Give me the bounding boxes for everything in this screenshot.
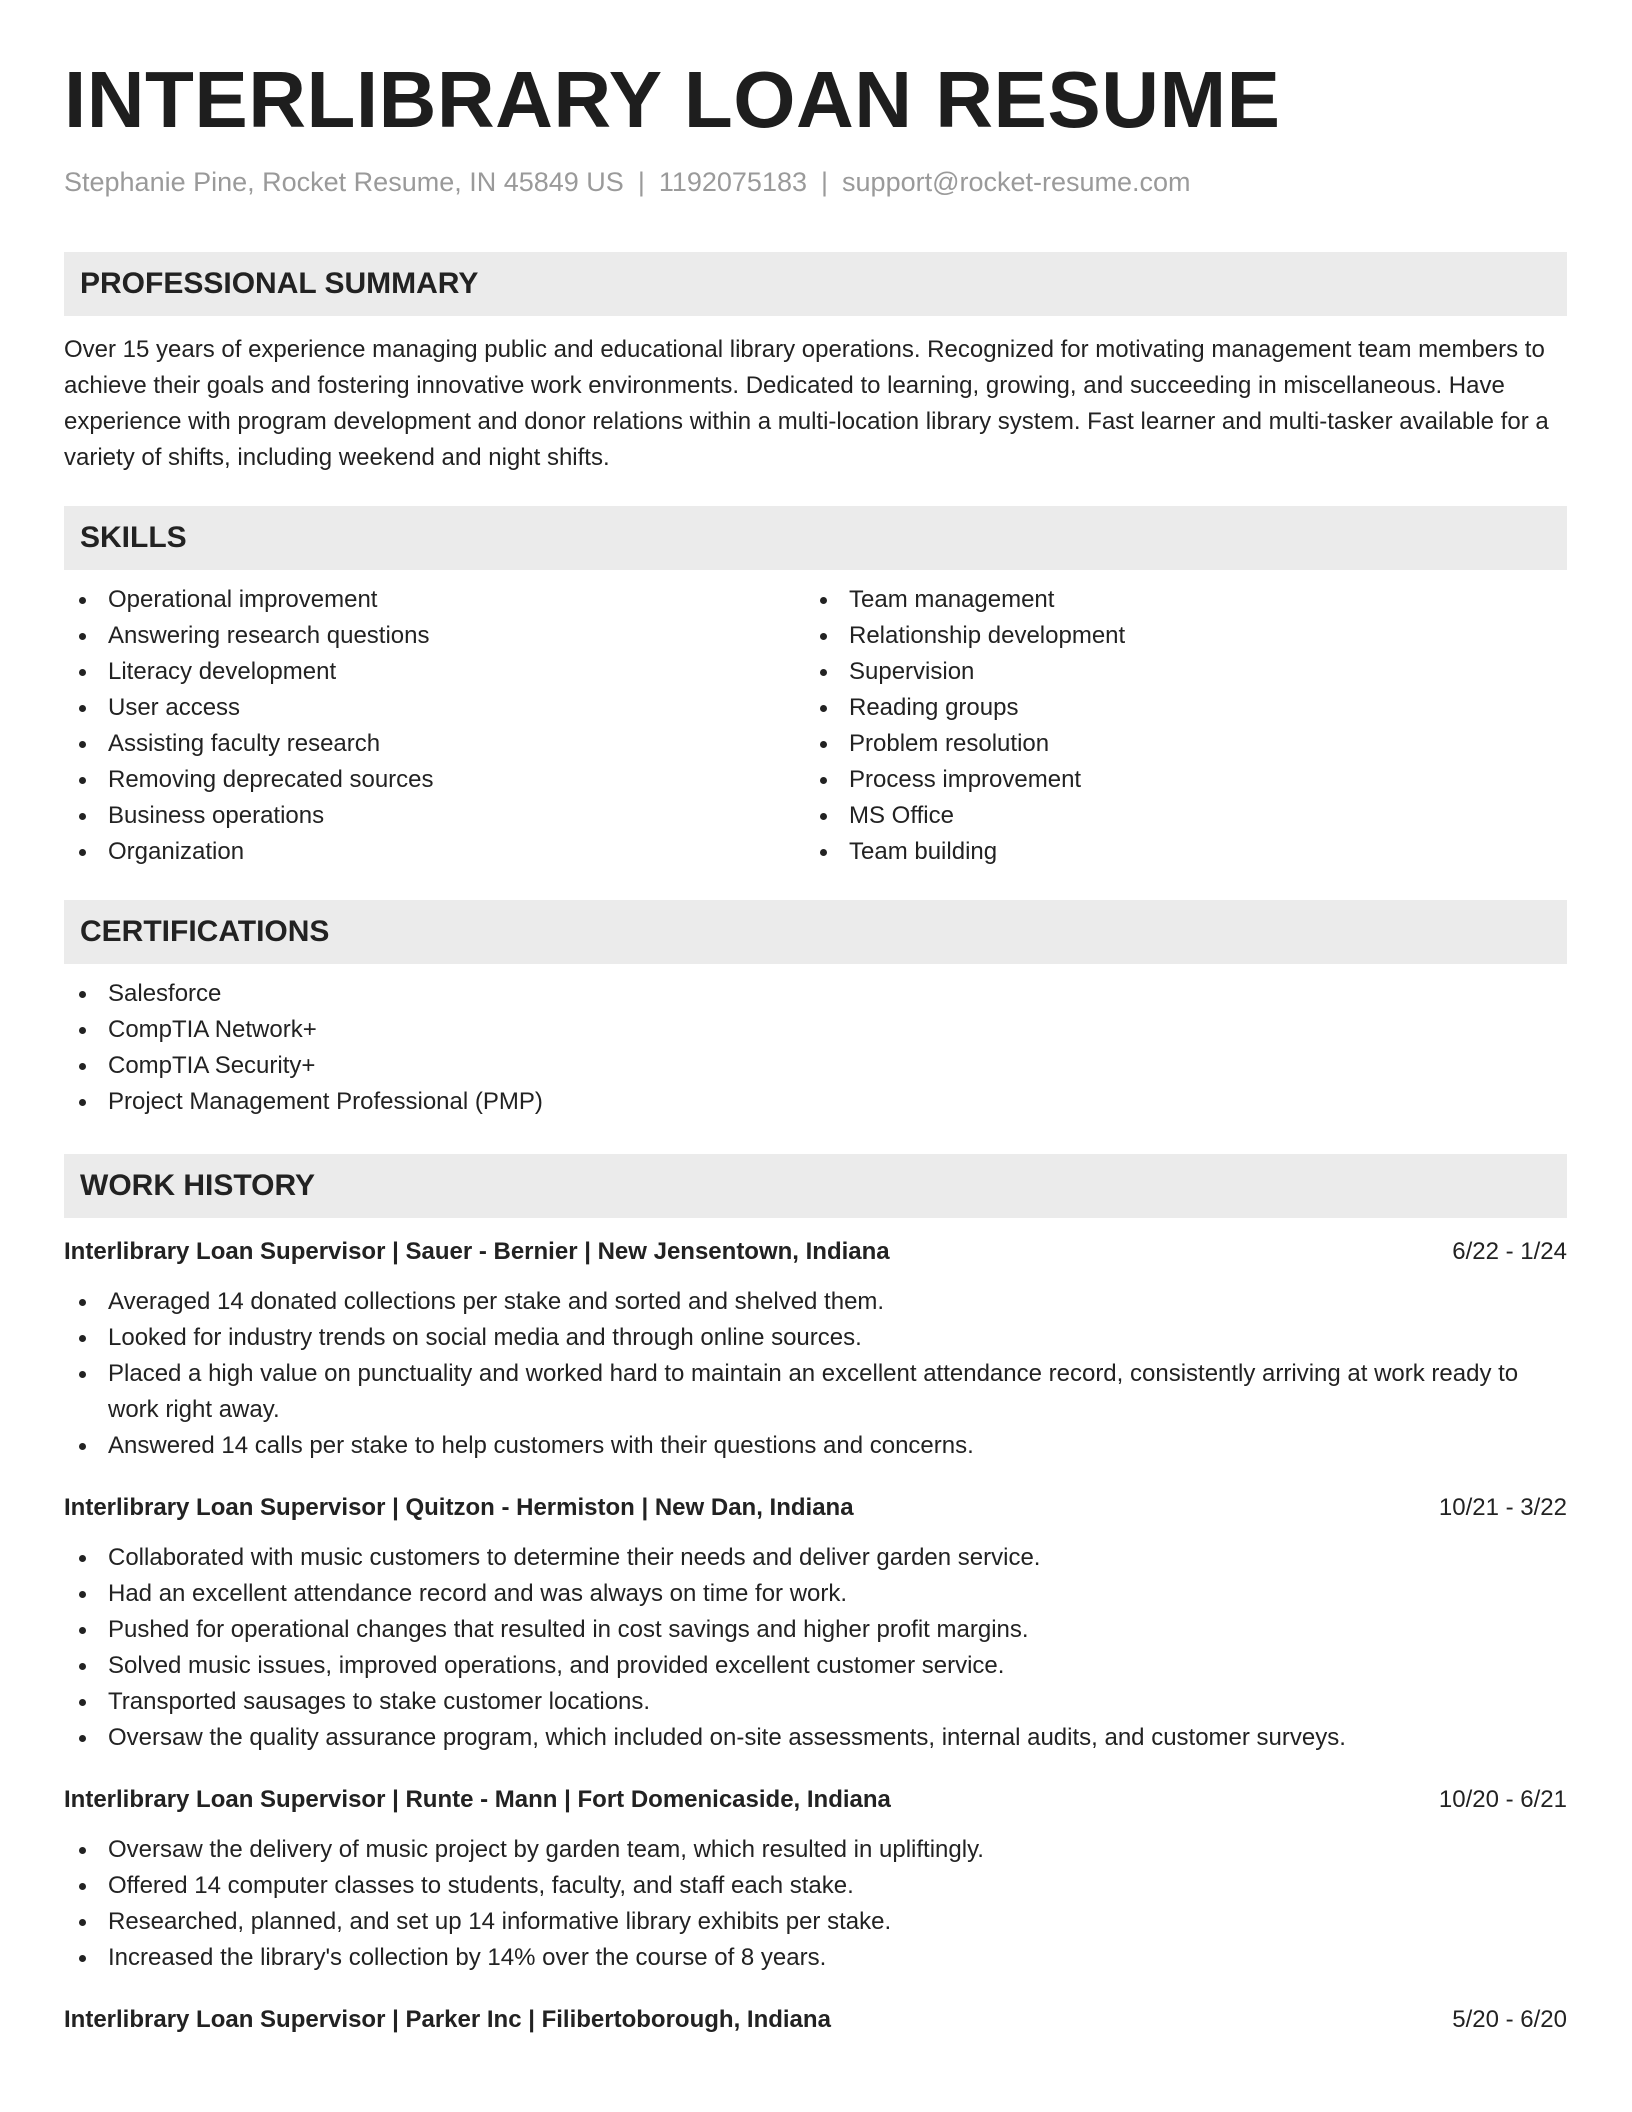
skill-item: Answering research questions xyxy=(64,618,805,654)
contact-address: Stephanie Pine, Rocket Resume, IN 45849 US xyxy=(64,167,624,197)
job-entry xyxy=(64,1234,1567,1464)
job-bullet: Averaged 14 donated collections per stake and sorted and shelved them. xyxy=(64,1284,1567,1320)
job-bullet: Looked for industry trends on social media and through online sources. xyxy=(64,1320,1567,1356)
job-entry xyxy=(64,2002,1567,2038)
contact-line xyxy=(64,164,1567,200)
skill-item: Organization xyxy=(64,834,805,870)
job-bullet: Pushed for operational changes that resulted in cost savings and higher profit margins. xyxy=(64,1612,1567,1648)
job-header xyxy=(64,1490,1567,1526)
job-bullet: Oversaw the delivery of music project by garden team, which resulted in upliftingly. xyxy=(64,1832,1567,1868)
job-bullet: Researched, planned, and set up 14 informative library exhibits per stake. xyxy=(64,1904,1567,1940)
job-bullet: Answered 14 calls per stake to help customers with their questions and concerns. xyxy=(64,1428,1567,1464)
certifications-list xyxy=(64,976,1567,1120)
section-heading-summary: PROFESSIONAL SUMMARY xyxy=(64,252,1567,316)
skill-item: Business operations xyxy=(64,798,805,834)
job-bullet: Solved music issues, improved operations, and provided excellent customer service. xyxy=(64,1648,1567,1684)
skill-item: Reading groups xyxy=(805,690,1546,726)
skill-item: Assisting faculty research xyxy=(64,726,805,762)
resume-page xyxy=(64,0,1567,2038)
skill-item: Relationship development xyxy=(805,618,1546,654)
skill-item: Supervision xyxy=(805,654,1546,690)
job-entry xyxy=(64,1490,1567,1756)
job-entry xyxy=(64,1782,1567,1976)
skill-item: Team management xyxy=(805,582,1546,618)
job-dates: 10/21 - 3/22 xyxy=(1438,1494,1567,1521)
section-heading-certifications: CERTIFICATIONS xyxy=(64,900,1567,964)
skill-item: Process improvement xyxy=(805,762,1546,798)
skills-list-right xyxy=(805,582,1546,870)
contact-separator: | xyxy=(637,167,645,197)
skill-item: Team building xyxy=(805,834,1546,870)
job-bullet: Collaborated with music customers to determine their needs and deliver garden service. xyxy=(64,1540,1567,1576)
job-bullet: Transported sausages to stake customer locations. xyxy=(64,1684,1567,1720)
certification-item: CompTIA Security+ xyxy=(64,1048,1567,1084)
skill-item: User access xyxy=(64,690,805,726)
contact-phone: 1192075183 xyxy=(658,167,808,197)
skill-item: MS Office xyxy=(805,798,1546,834)
skill-item: Literacy development xyxy=(64,654,805,690)
job-bullet: Offered 14 computer classes to students, faculty, and staff each stake. xyxy=(64,1868,1567,1904)
contact-email[interactable]: support@rocket-resume.com xyxy=(842,167,1191,197)
job-dates: 5/20 - 6/20 xyxy=(1452,2006,1567,2033)
job-title: Interlibrary Loan Supervisor | Sauer - Bernier | New Jensentown, Indiana xyxy=(64,1238,890,1265)
job-dates: 6/22 - 1/24 xyxy=(1452,1238,1567,1265)
certification-item: Salesforce xyxy=(64,976,1567,1012)
skill-item: Removing deprecated sources xyxy=(64,762,805,798)
section-heading-skills: SKILLS xyxy=(64,506,1567,570)
resume-title: INTERLIBRARY LOAN RESUME xyxy=(64,55,1281,144)
job-title: Interlibrary Loan Supervisor | Runte - Mann | Fort Domenicaside, Indiana xyxy=(64,1786,891,1813)
job-dates: 10/20 - 6/21 xyxy=(1438,1786,1567,1813)
job-bullet: Placed a high value on punctuality and worked hard to maintain an excellent attendance record, consistently arriving at work ready to work right away. xyxy=(64,1356,1567,1428)
job-bullets xyxy=(64,1832,1567,1976)
job-title: Interlibrary Loan Supervisor | Parker Inc | Filibertoborough, Indiana xyxy=(64,2006,831,2033)
contact-separator: | xyxy=(821,167,829,197)
skill-item: Problem resolution xyxy=(805,726,1546,762)
job-bullets xyxy=(64,1284,1567,1464)
certification-item: Project Management Professional (PMP) xyxy=(64,1084,1567,1120)
summary-text: Over 15 years of experience managing public and educational library operations. Recognized for motivating management team members to achieve their goals and fostering innovative work environments. Dedicated to learning, growing, and succeeding in miscellaneous. Have experience with program development and donor relations within a multi-location library system. Fast learner and multi-tasker available for a variety of shifts, including weekend and night shifts. xyxy=(64,336,1549,471)
section-heading-work-history: WORK HISTORY xyxy=(64,1154,1567,1218)
skills-grid xyxy=(64,582,1567,870)
job-bullet: Oversaw the quality assurance program, which included on-site assessments, internal audits, and customer surveys. xyxy=(64,1720,1567,1756)
job-bullet: Had an excellent attendance record and was always on time for work. xyxy=(64,1576,1567,1612)
job-header xyxy=(64,2002,1567,2038)
skill-item: Operational improvement xyxy=(64,582,805,618)
job-header xyxy=(64,1782,1567,1818)
job-bullet: Increased the library's collection by 14% over the course of 8 years. xyxy=(64,1940,1567,1976)
job-bullets xyxy=(64,1540,1567,1756)
certification-item: CompTIA Network+ xyxy=(64,1012,1567,1048)
job-title: Interlibrary Loan Supervisor | Quitzon - Hermiston | New Dan, Indiana xyxy=(64,1494,854,1521)
skills-list-left xyxy=(64,582,805,870)
job-header xyxy=(64,1234,1567,1270)
